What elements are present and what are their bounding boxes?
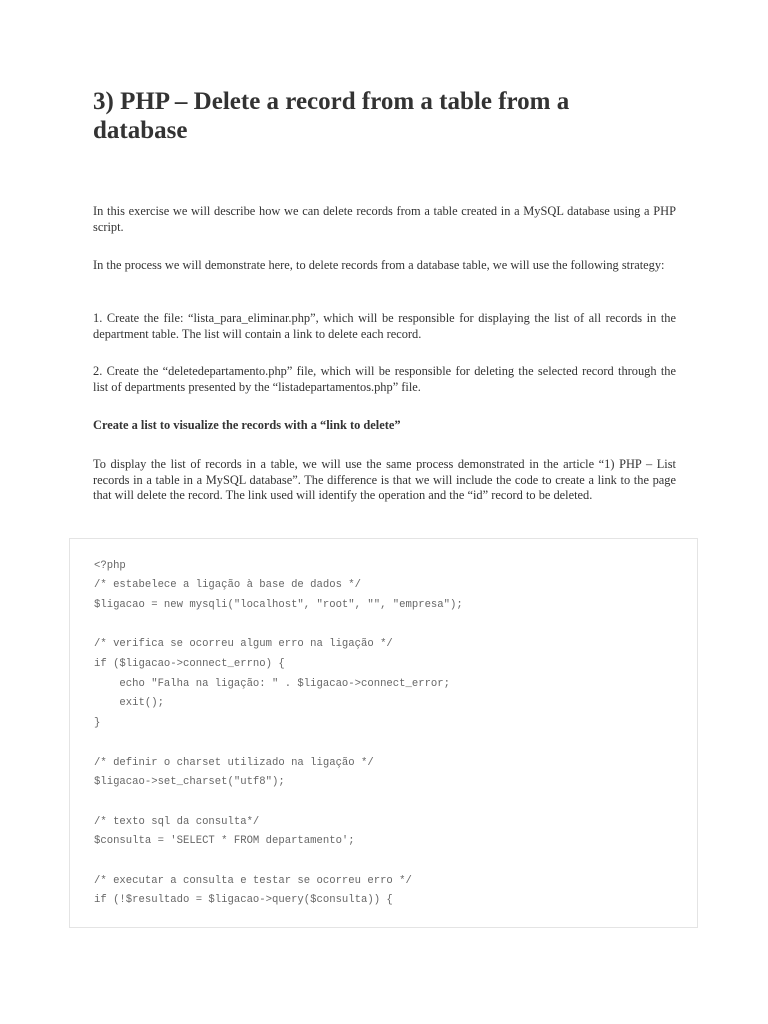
code-block xyxy=(69,538,698,928)
step-two-paragraph: 2. Create the “deletedepartamento.php” file, which will be responsible for deleting the selected record through the list of departments presented by the “listadepartamentos.php” file. xyxy=(93,364,676,394)
code-line: $ligacao->set_charset("utf8"); xyxy=(94,776,285,788)
code-line: <?php xyxy=(94,560,126,572)
code-line: } xyxy=(94,717,101,729)
code-line: /* verifica se ocorreu algum erro na ligação */ xyxy=(94,638,393,650)
article-title: 3) PHP – Delete a record from a table from a database xyxy=(93,88,570,144)
code-line: echo "Falha na ligação: " . $ligacao->connect_error; xyxy=(94,678,451,690)
section-subheading: Create a list to visualize the records with a “link to delete” xyxy=(93,418,401,432)
code-line: if (!$resultado = $ligacao->query($consulta)) { xyxy=(94,894,393,906)
code-line: /* texto sql da consulta*/ xyxy=(94,816,260,828)
code-line: /* executar a consulta e testar se ocorreu erro */ xyxy=(94,875,412,887)
code-line: if ($ligacao->connect_errno) { xyxy=(94,658,285,670)
code-line: $ligacao = new mysqli("localhost", "root", "", "empresa"); xyxy=(94,599,463,611)
code-line: exit(); xyxy=(94,697,164,709)
list-description-paragraph: To display the list of records in a table, we will use the same process demonstrated in the article “1) PHP – List records in a table in a MySQL database”. The difference is that we will include the code to create a link to the page that will delete the record. The link used will identify the operation and the “id” record to be deleted. xyxy=(93,457,676,502)
code-line: $consulta = 'SELECT * FROM departamento'; xyxy=(94,835,355,847)
code-line: /* estabelece a ligação à base de dados */ xyxy=(94,579,362,591)
strategy-paragraph: In the process we will demonstrate here, to delete records from a database table, we will use the following strategy: xyxy=(93,258,665,272)
code-line: /* definir o charset utilizado na ligação */ xyxy=(94,757,374,769)
step-one-paragraph: 1. Create the file: “lista_para_eliminar.php”, which will be responsible for displaying the list of all records in the department table. The list will contain a link to delete each record. xyxy=(93,311,676,341)
intro-paragraph: In this exercise we will describe how we can delete records from a table created in a MySQL database using a PHP script. xyxy=(93,204,676,234)
